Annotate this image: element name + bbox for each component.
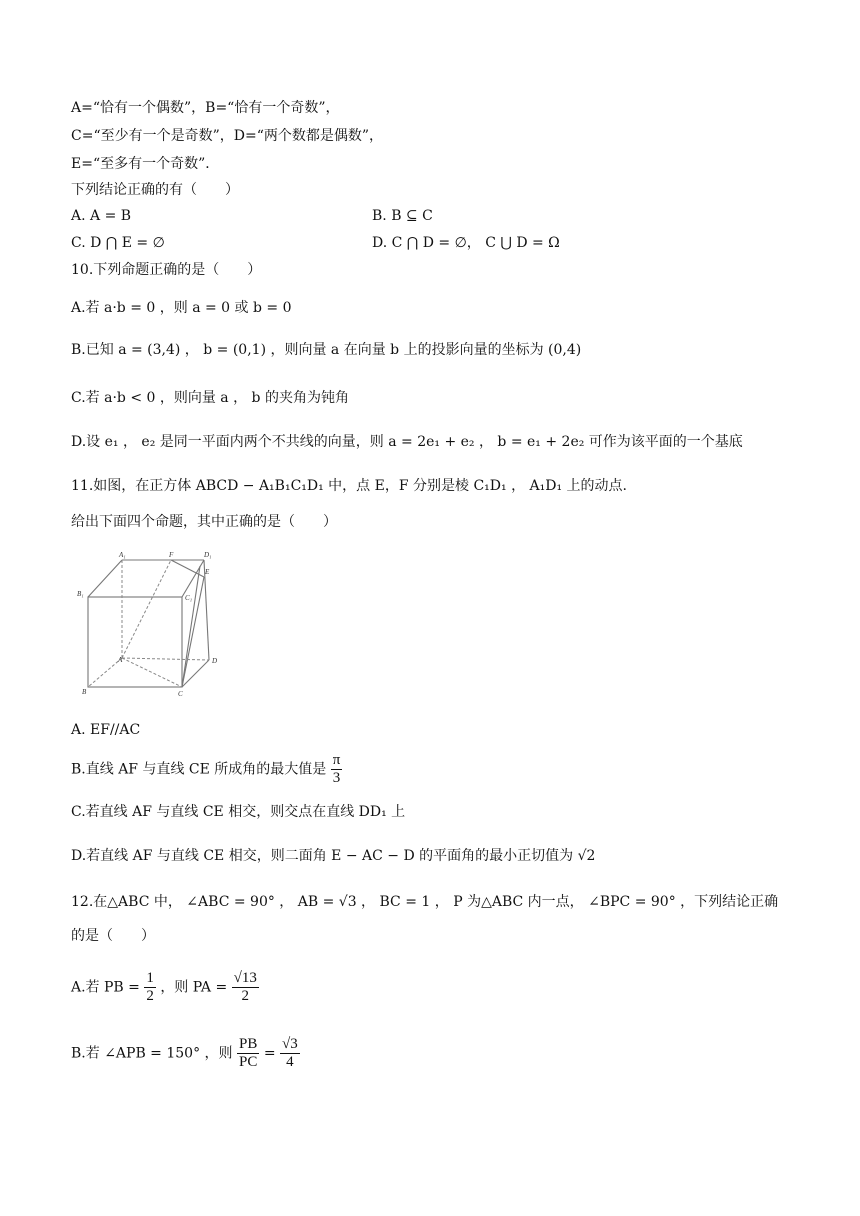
label-d1: D₁ <box>204 551 212 559</box>
fraction-numerator: 1 <box>146 970 154 986</box>
fraction-denominator: 3 <box>332 770 341 786</box>
q12-option-a <box>71 970 259 1005</box>
q12-stem-line-2: 的是（ ） <box>71 928 155 944</box>
cube-figure <box>74 550 234 700</box>
fraction-denominator: 2 <box>146 988 154 1004</box>
q11-stem-line-1: 11.如图，在正方体 ABCD − A₁B₁C₁D₁ 中，点 E，F 分别是棱 C₁D₁ ， A₁D₁ 上的动点. <box>71 478 627 494</box>
event-line-3: E=“至多有一个奇数”． <box>71 156 220 172</box>
label-b1: B₁ <box>77 590 84 598</box>
fraction-numerator: π <box>332 752 341 768</box>
fraction-denominator: PC <box>239 1054 258 1070</box>
fraction-pi-over-3 <box>331 752 343 787</box>
q12-option-b-text: B.若 ∠APB = 150° ，则 <box>71 1045 233 1062</box>
label-f: F <box>169 551 174 559</box>
q9-option-d: D. C ⋂ D = ∅， C ⋃ D = Ω <box>372 235 560 251</box>
label-a: A <box>118 656 123 664</box>
label-d: D <box>212 657 218 665</box>
fraction-root3-over-4 <box>280 1036 300 1071</box>
fraction-numerator: √13 <box>233 970 257 986</box>
q10-option-d: D.设 e₁ ， e₂ 是同一平面内两个不共线的向量，则 a = 2e₁ + e₂ ， b = e₁ + 2e₂ 可作为该平面的一个基底 <box>71 434 743 450</box>
fraction-pb-over-pc <box>237 1036 259 1071</box>
label-b: B <box>82 688 87 696</box>
q11-option-b-text: B.直线 AF 与直线 CE 所成角的最大值是 <box>71 761 327 778</box>
q11-option-a: A. EF//AC <box>71 722 141 738</box>
q9-option-a: A. A = B <box>71 208 132 224</box>
fraction-denominator: 2 <box>241 988 250 1004</box>
label-a1: A₁ <box>119 551 126 559</box>
label-c: C <box>178 690 183 698</box>
q10-stem: 10.下列命题正确的是（ ） <box>71 262 262 278</box>
q9-option-b: B. B ⊆ C <box>372 208 433 224</box>
q10-option-a: A.若 a·b = 0 ，则 a = 0 或 b = 0 <box>71 300 292 316</box>
q10-option-b: B.已知 a = (3,4) ， b = (0,1) ，则向量 a 在向量 b 上的投影向量的坐标为 (0,4) <box>71 342 582 358</box>
event-line-2: C=“至少有一个是奇数”，D=“两个数都是偶数”， <box>71 128 384 144</box>
q12-option-a-mid: ，则 PA = <box>160 979 228 996</box>
q11-option-b <box>71 752 342 787</box>
q11-option-d: D.若直线 AF 与直线 CE 相交，则二面角 E − AC − D 的平面角的最小正切值为 √2 <box>71 848 596 864</box>
event-line-1: A=“恰有一个偶数”，B=“恰有一个奇数”， <box>71 100 340 116</box>
equals-sign: = <box>263 1045 276 1062</box>
fraction-denominator: 4 <box>286 1054 294 1070</box>
q11-stem-line-2: 给出下面四个命题，其中正确的是（ ） <box>71 514 337 530</box>
fraction-numerator: √3 <box>282 1036 298 1052</box>
q11-option-c: C.若直线 AF 与直线 CE 相交，则交点在直线 DD₁ 上 <box>71 804 406 820</box>
q12-option-a-text: A.若 PB = <box>71 979 140 996</box>
fraction-numerator: PB <box>239 1036 258 1052</box>
q10-option-c: C.若 a·b < 0 ，则向量 a ， b 的夹角为钝角 <box>71 390 349 406</box>
question-9-stem: 下列结论正确的有（ ） <box>71 182 239 198</box>
q12-option-b <box>71 1036 300 1071</box>
q9-option-c: C. D ⋂ E = ∅ <box>71 235 165 251</box>
q12-stem-line-1: 12.在△ABC 中， ∠ABC = 90° ， AB = √3 ， BC = 1 ， P 为△ABC 内一点， ∠BPC = 90° ，下列结论正确 <box>71 894 779 910</box>
fraction-root13-over-2 <box>232 970 259 1005</box>
label-e: E <box>205 568 210 576</box>
label-c1: C₁ <box>185 594 193 602</box>
fraction-one-half <box>144 970 156 1005</box>
